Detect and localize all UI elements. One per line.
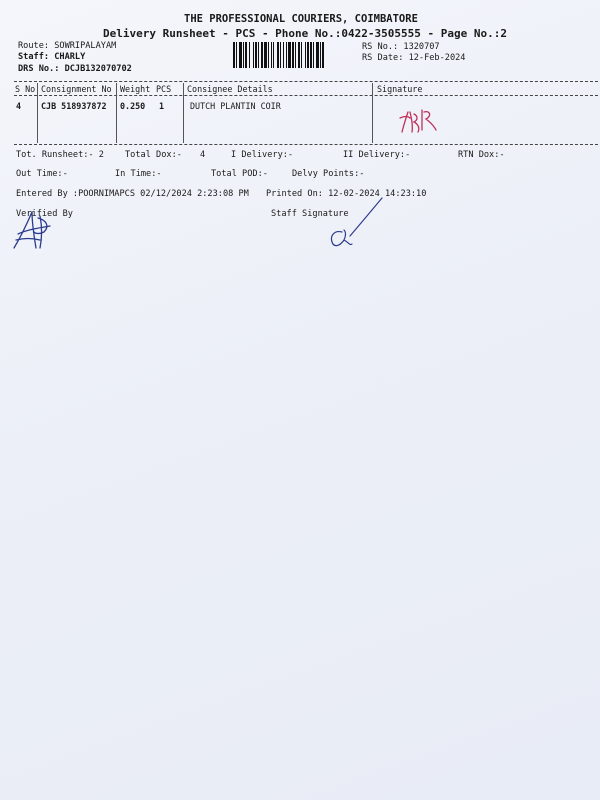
i-delivery: I Delivery:- bbox=[231, 150, 294, 160]
handwritten-signature-red bbox=[396, 104, 444, 138]
verified-by-label: Verified By bbox=[16, 209, 73, 219]
ii-delivery: II Delivery:- bbox=[343, 150, 411, 160]
column-divider bbox=[37, 83, 38, 143]
runsheet-subtitle: Delivery Runsheet - PCS - Phone No.:0422-3505555 - Page No.:2 bbox=[103, 27, 507, 40]
column-header-weight: Weight bbox=[120, 84, 151, 94]
column-header-signature: Signature bbox=[377, 84, 423, 94]
column-header-pcs: PCS bbox=[156, 84, 172, 94]
row-pcs: 1 bbox=[159, 101, 165, 111]
column-header-sno: S No bbox=[15, 84, 36, 94]
printed-on: Printed On: 12-02-2024 14:23:10 bbox=[266, 189, 427, 199]
column-header-consignment: Consignment No bbox=[41, 84, 112, 94]
table-bottom-rule bbox=[14, 144, 598, 145]
out-time: Out Time:- bbox=[16, 169, 68, 179]
drs-number: DRS No.: DCJB132070702 bbox=[18, 64, 132, 74]
rs-number: RS No.: 1320707 bbox=[362, 42, 440, 52]
handwritten-signature-verifier bbox=[10, 208, 60, 252]
company-title: THE PROFESSIONAL COURIERS, COIMBATORE bbox=[184, 13, 418, 25]
table-top-rule bbox=[14, 81, 598, 82]
in-time: In Time:- bbox=[115, 169, 162, 179]
total-dox-value: 4 bbox=[200, 150, 206, 160]
row-sno: 4 bbox=[16, 101, 22, 111]
rs-date: RS Date: 12-Feb-2024 bbox=[362, 53, 466, 63]
column-divider bbox=[183, 83, 184, 143]
tot-runsheet: Tot. Runsheet:- 2 bbox=[16, 150, 104, 160]
row-consignee: DUTCH PLANTIN COIR bbox=[190, 101, 281, 111]
column-divider bbox=[372, 83, 373, 143]
staff-signature-label: Staff Signature bbox=[271, 209, 349, 219]
column-divider bbox=[116, 83, 117, 143]
total-dox-label: Total Dox:- bbox=[125, 150, 182, 160]
column-header-consignee: Consignee Details bbox=[187, 84, 273, 94]
rtn-dox: RTN Dox:- bbox=[458, 150, 505, 160]
table-header-rule bbox=[14, 95, 598, 96]
entered-by: Entered By :POORNIMAPCS 02/12/2024 2:23:08 PM bbox=[16, 189, 249, 199]
route-label: Route: SOWRIPALAYAM bbox=[18, 41, 117, 51]
handwritten-signature-staff bbox=[322, 196, 386, 252]
staff-label: Staff: CHARLY bbox=[18, 52, 86, 62]
total-pod: Total POD:- bbox=[211, 169, 268, 179]
delvy-points: Delvy Points:- bbox=[292, 169, 365, 179]
row-weight: 0.250 bbox=[120, 101, 146, 111]
barcode-icon bbox=[233, 42, 355, 68]
row-consignment-no: CJB 518937872 bbox=[41, 101, 107, 111]
